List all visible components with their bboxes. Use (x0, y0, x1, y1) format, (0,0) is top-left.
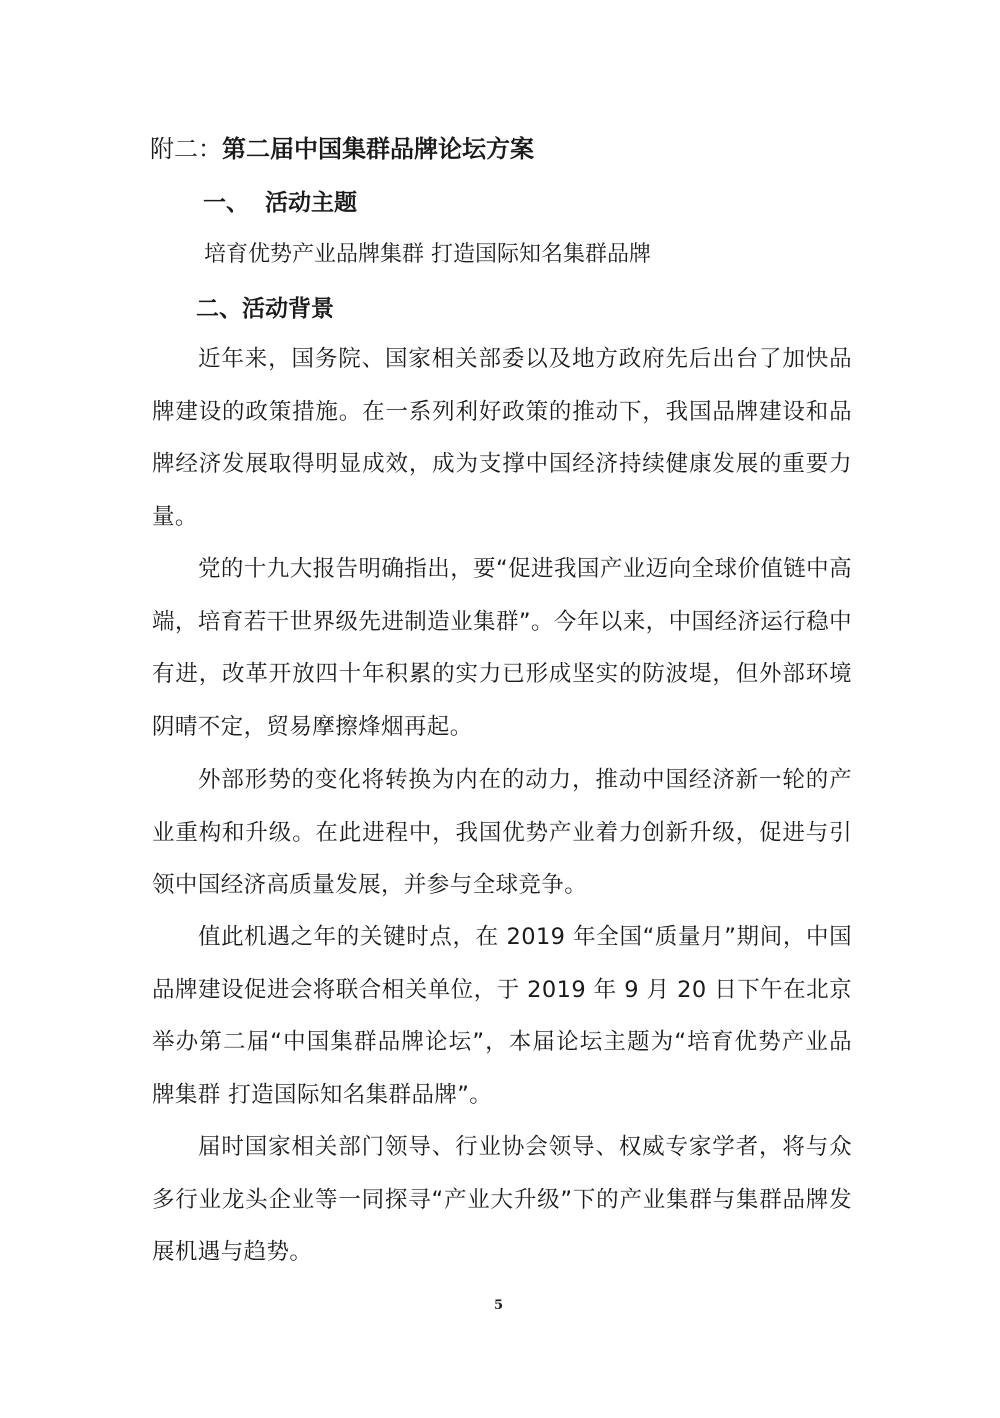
paragraph: 值此机遇之年的关键时点，在 2019 年全国“质量月”期间，中国品牌建设促进会将联合相关单位，于 2019 年 9 月 20 日下午在北京举办第二届“中国集群品牌论坛”，本届论坛主题为“培育优势产业品牌集群 打造国际知名集群品牌”。 (152, 924, 852, 1108)
section-number: 一、 (203, 190, 249, 216)
section-heading-theme (203, 186, 357, 220)
page-number: 5 (494, 1298, 504, 1313)
section-heading-text: 活动主题 (265, 190, 357, 216)
document-title (150, 132, 534, 166)
paragraph: 近年来，国务院、国家相关部委以及地方政府先后出台了加快品牌建设的政策措施。在一系列利好政策的推动下，我国品牌建设和品牌经济发展取得明显成效，成为支撑中国经济持续健康发展的重要力量。 (152, 346, 852, 530)
title-text: 第二届中国集群品牌论坛方案 (222, 135, 534, 163)
paragraph: 党的十九大报告明确指出，要“促进我国产业迈向全球价值链中高端，培育若干世界级先进制造业集群”。今年以来，中国经济运行稳中有进，改革开放四十年积累的实力已形成坚实的防波堤，但外部环境阴晴不定，贸易摩擦烽烟再起。 (152, 556, 852, 740)
theme-statement: 培育优势产业品牌集群 打造国际知名集群品牌 (204, 242, 651, 267)
paragraph: 届时国家相关部门领导、行业协会领导、权威专家学者，将与众多行业龙头企业等一同探寻“产业大升级”下的产业集群与集群品牌发展机遇与趋势。 (152, 1134, 852, 1265)
title-prefix: 附二： (150, 135, 222, 163)
section-heading-background: 二、活动背景 (196, 296, 334, 322)
paragraph: 外部形势的变化将转换为内在的动力，推动中国经济新一轮的产业重构和升级。在此进程中，我国优势产业着力创新升级，促进与引领中国经济高质量发展，并参与全球竞争。 (152, 767, 852, 898)
